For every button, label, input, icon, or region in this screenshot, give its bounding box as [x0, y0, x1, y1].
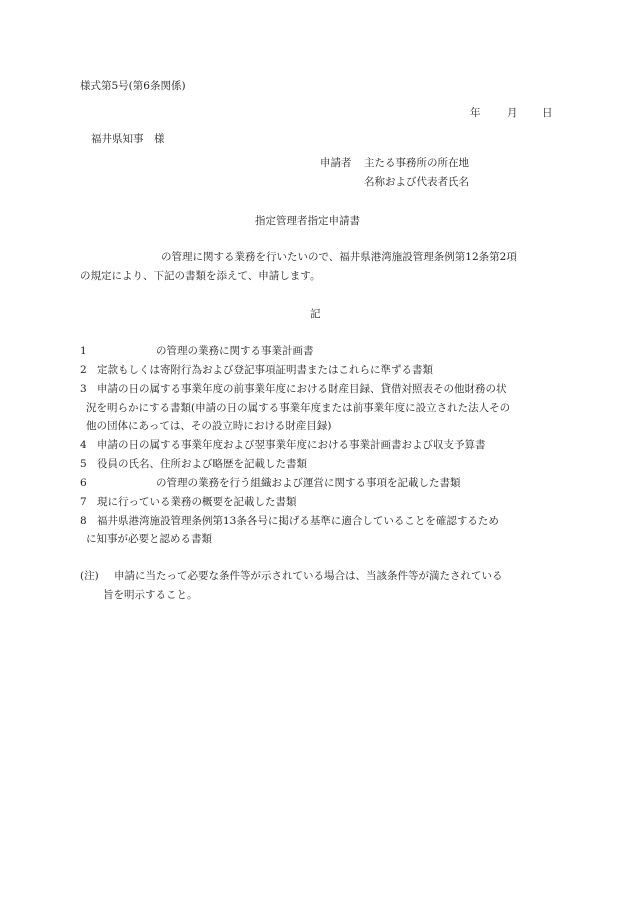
item-number: 2 — [80, 364, 87, 376]
item-number: 1 — [80, 345, 87, 357]
item-number: 3 — [80, 383, 87, 395]
item-text: 申請の日の属する事業年度の前事業年度における財産目録、貸借対照表その他財務の状 — [97, 383, 507, 395]
body-line-2: の規定により、下記の書類を添えて、申請します。 — [80, 270, 321, 282]
item-text: の管理の業務に関する事業計画書 — [156, 345, 314, 357]
date-month: 月 — [507, 107, 518, 119]
item-text: の管理の業務を行う組織および運営に関する事項を記載した書類 — [156, 477, 461, 489]
item-text: 況を明らかにする書類(申請の日の属する事業年度または前事業年度に設立された法人その — [86, 402, 511, 414]
note-line-2: 旨を明示すること。 — [103, 589, 198, 601]
item-number: 7 — [80, 496, 87, 508]
date-year: 年 — [470, 107, 481, 119]
addressee: 福井県知事 様 — [91, 133, 165, 145]
item-text: に知事が必要と認める書類 — [86, 533, 212, 545]
item-text: 現に行っている業務の概要を記載した書類 — [97, 496, 297, 508]
document-title: 指定管理者指定申請書 — [255, 215, 360, 227]
applicant-label: 申請者 — [320, 157, 352, 169]
body-line-1: の管理に関する業務を行いたいので、福井県港湾施設管理条例第12条第2項 — [161, 251, 517, 263]
note-label: (注) — [80, 570, 99, 582]
item-number: 6 — [80, 477, 87, 489]
item-number: 5 — [80, 458, 87, 470]
item-text: 役員の氏名、住所および略歴を記載した書類 — [97, 458, 307, 470]
applicant-address-label: 主たる事務所の所在地 — [364, 157, 469, 169]
ki-heading: 記 — [310, 308, 321, 320]
note-line-1: 申請に当たって必要な条件等が示されている場合は、当該条件等が満たされている — [114, 570, 503, 582]
form-number: 様式第5号(第6条関係) — [80, 80, 186, 92]
applicant-name-label: 名称および代表者氏名 — [364, 176, 469, 188]
item-text: 申請の日の属する事業年度および翌事業年度における事業計画書および収支予算書 — [97, 439, 486, 451]
item-text: 定款もしくは寄附行為および登記事項証明書またはこれらに準ずる書類 — [97, 364, 433, 376]
item-number: 4 — [80, 439, 87, 451]
date-day: 日 — [542, 107, 553, 119]
item-text: 他の団体にあっては、その設立時における財産目録) — [86, 420, 332, 432]
item-number: 8 — [80, 515, 87, 527]
item-text: 福井県港湾施設管理条例第13条各号に掲げる基準に適合していることを確認するため — [97, 515, 499, 527]
